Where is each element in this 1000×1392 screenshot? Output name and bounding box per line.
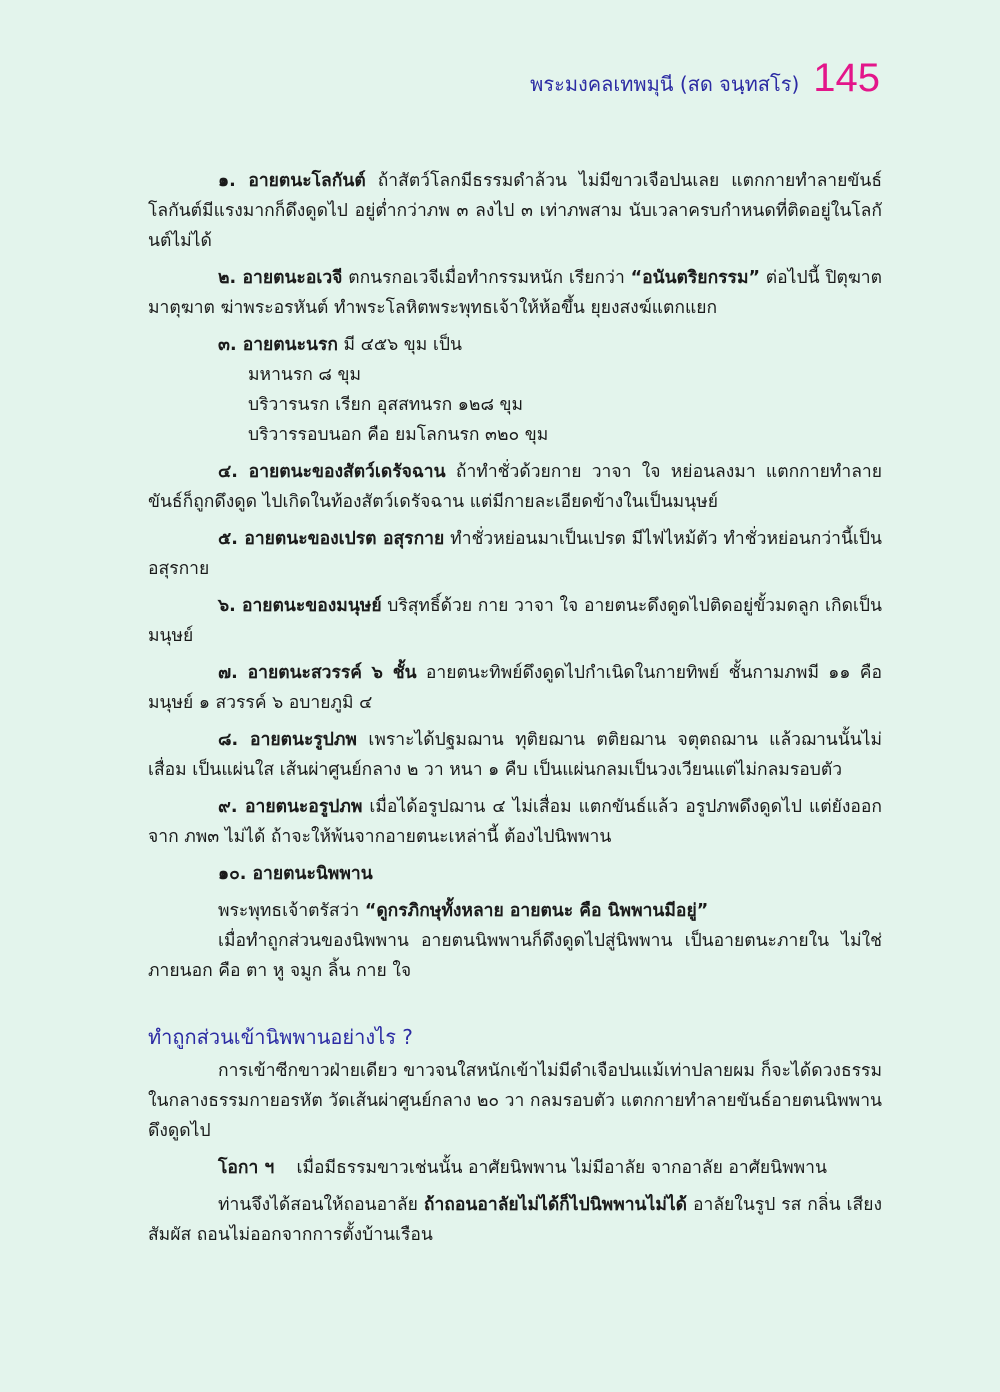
item-3-subline-2: บริวารนรก เรียก อุสสทนรก ๑๒๘ ขุม (248, 395, 524, 415)
item-5-text: ทำชั่วหย่อนมาเป็นเปรต มีไฟไหม้ตัว ทำชั่วหย่อนกว่านี้เป็นอสุรกาย (148, 529, 882, 579)
section-paragraph-2-label: โอกา ฯ (218, 1158, 275, 1178)
item-3-subline-1: มหานรก ๘ ขุม (248, 365, 361, 385)
item-10-label: ๑๐. อายตนะนิพพาน (218, 864, 373, 884)
item-9-label: ๙. อายตนะอรูปภพ (218, 797, 363, 817)
item-9-text: เมื่อได้อรูปฌาน ๔ ไม่เสื่อม แตกขันธ์แล้ว อรูปภพดึงดูดไป แต่ยังออกจาก ภพ๓ ไม่ได้ ถ้าจะให้พ้นจากอายตนะเหล่านี้ ต้องไปนิพพาน (148, 797, 882, 847)
item-3-label: ๓. อายตนะนรก (218, 335, 338, 355)
item-7-text: อายตนะทิพย์ดึงดูดไปกำเนิดในกายทิพย์ ชั้นกามภพมี ๑๑ คือ มนุษย์ ๑ สวรรค์ ๖ อบายภูมิ ๔ (148, 663, 882, 713)
item-1-text: ถ้าสัตว์โลกมีธรรมดำล้วน ไม่มีขาวเจือปนเลย แตกกายทำลายขันธ์ โลกันต์มีแรงมากก็ดึงดูดไป อยู่ต่ำกว่าภพ ๓ ลงไป ๓ เท่าภพสาม นับเวลาครบกำหนดที่ติดอยู่ในโลกันต์ไม่ได้ (148, 171, 882, 251)
buddha-quote-text: “ดูกรภิกษุทั้งหลาย อายตนะ คือ นิพพานมีอยู่” (364, 901, 709, 921)
running-head-title: พระมงคลเทพมุนี (สด จนฺทสโร) (530, 72, 800, 96)
item-2 (148, 263, 882, 323)
item-5 (148, 524, 882, 584)
item-4-text: ถ้าทำชั่วด้วยกาย วาจา ใจ หย่อนลงมา แตกกายทำลายขันธ์ก็ถูกดึงดูด ไปเกิดในท้องสัตว์เดรัจฉาน แต่มีกายละเอียดข้างในเป็นมนุษย์ (148, 462, 883, 512)
page-number: 145 (813, 56, 880, 100)
item-8-label: ๘. อายตนะรูปภพ (218, 730, 357, 750)
item-3 (148, 330, 882, 360)
item-5-label: ๕. อายตนะของเปรต อสุรกาย (218, 529, 445, 549)
page-body (148, 166, 882, 1257)
section-paragraph-3-text-a: ท่านจึงได้สอนให้ถอนอาลัย (218, 1195, 424, 1215)
item-1-label: ๑. อายตนะโลกันต์ (218, 171, 366, 191)
item-3-subline-3: บริวารรอบนอก คือ ยมโลกนรก ๓๒๐ ขุม (248, 425, 549, 445)
item-8-text: เพราะได้ปฐมฌาน ทุติยฌาน ตติยฌาน จตุตถฌาน แล้วฌานนั้นไม่เสื่อม เป็นแผ่นใส เส้นผ่าศูนย์กลาง ๒ วา หนา ๑ คืบ เป็นแผ่นกลมเป็นวงเวียนแต่ไม่กลมรอบตัว (148, 730, 883, 780)
item-7-label: ๗. อายตนะสวรรค์ ๖ ชั้น (218, 663, 417, 683)
item-6-text: บริสุทธิ์ด้วย กาย วาจา ใจ อายตนะดึงดูดไปติดอยู่ขั้วมดลูก เกิดเป็นมนุษย์ (148, 596, 882, 646)
item-6 (148, 591, 882, 651)
item-2-text-b: ต่อไปนี้ ปิตุฆาต มาตุฆาต ฆ่าพระอรหันต์ ทำพระโลหิตพระพุทธเจ้าให้ห้อขึ้น ยุยงสงฆ์แตกแยก (148, 268, 882, 318)
item-6-label: ๖. อายตนะของมนุษย์ (218, 596, 382, 616)
item-9 (148, 792, 882, 852)
item-4 (148, 457, 882, 517)
item-2-label: ๒. อายตนะอเวจี (218, 268, 343, 288)
section-paragraph-2-text: เมื่อมีธรรมขาวเช่นนั้น อาศัยนิพพาน ไม่มีอาลัย จากอาลัย อาศัยนิพพาน (274, 1158, 827, 1178)
page-header (530, 56, 880, 101)
item-4-label: ๔. อายตนะของสัตว์เดรัจฉาน (218, 462, 446, 482)
buddha-quote-intro: พระพุทธเจ้าตรัสว่า (218, 901, 365, 921)
item-3-text: มี ๔๕๖ ขุม เป็น (337, 335, 462, 355)
section-paragraph-3 (148, 1190, 882, 1250)
section-paragraph-3-emphasis: ถ้าถอนอาลัยไม่ได้ก็ไปนิพพานไม่ได้ (423, 1195, 688, 1215)
item-7 (148, 658, 882, 718)
section-paragraph-3-text-b: อาลัยในรูป รส กลิ่น เสียง สัมผัส ถอนไม่ออกจากการตั้งบ้านเรือน (148, 1195, 882, 1245)
section-paragraph-2 (148, 1153, 882, 1183)
item-2-term: “อนันตริยกรรม” (630, 268, 760, 288)
item-8 (148, 725, 882, 785)
nibbana-paragraph: เมื่อทำถูกส่วนของนิพพาน อายตนนิพพานก็ดึงดูดไปสู่นิพพาน เป็นอายตนะภายใน ไม่ใช่ภายนอก คือ ตา หู จมูก ลิ้น กาย ใจ (148, 931, 882, 981)
item-10 (148, 859, 882, 889)
section-heading: ทำถูกส่วนเข้านิพพานอย่างไร ? (148, 1025, 413, 1049)
item-1 (148, 166, 882, 256)
buddha-quote (148, 896, 882, 926)
section-paragraph-1: การเข้าซีกขาวฝ่ายเดียว ขาวจนใสหนักเข้าไม่มีดำเจือปนแม้เท่าปลายผม ก็จะได้ดวงธรรม ในกลางธรรมกายอรหัต วัดเส้นผ่าศูนย์กลาง ๒๐ วา กลมรอบตัว แตกกายทำลายขันธ์อายตนนิพพานดึงดูดไป (148, 1061, 882, 1141)
item-2-text-a: ตกนรกอเวจีเมื่อทำกรรมหนัก เรียกว่า (342, 268, 631, 288)
